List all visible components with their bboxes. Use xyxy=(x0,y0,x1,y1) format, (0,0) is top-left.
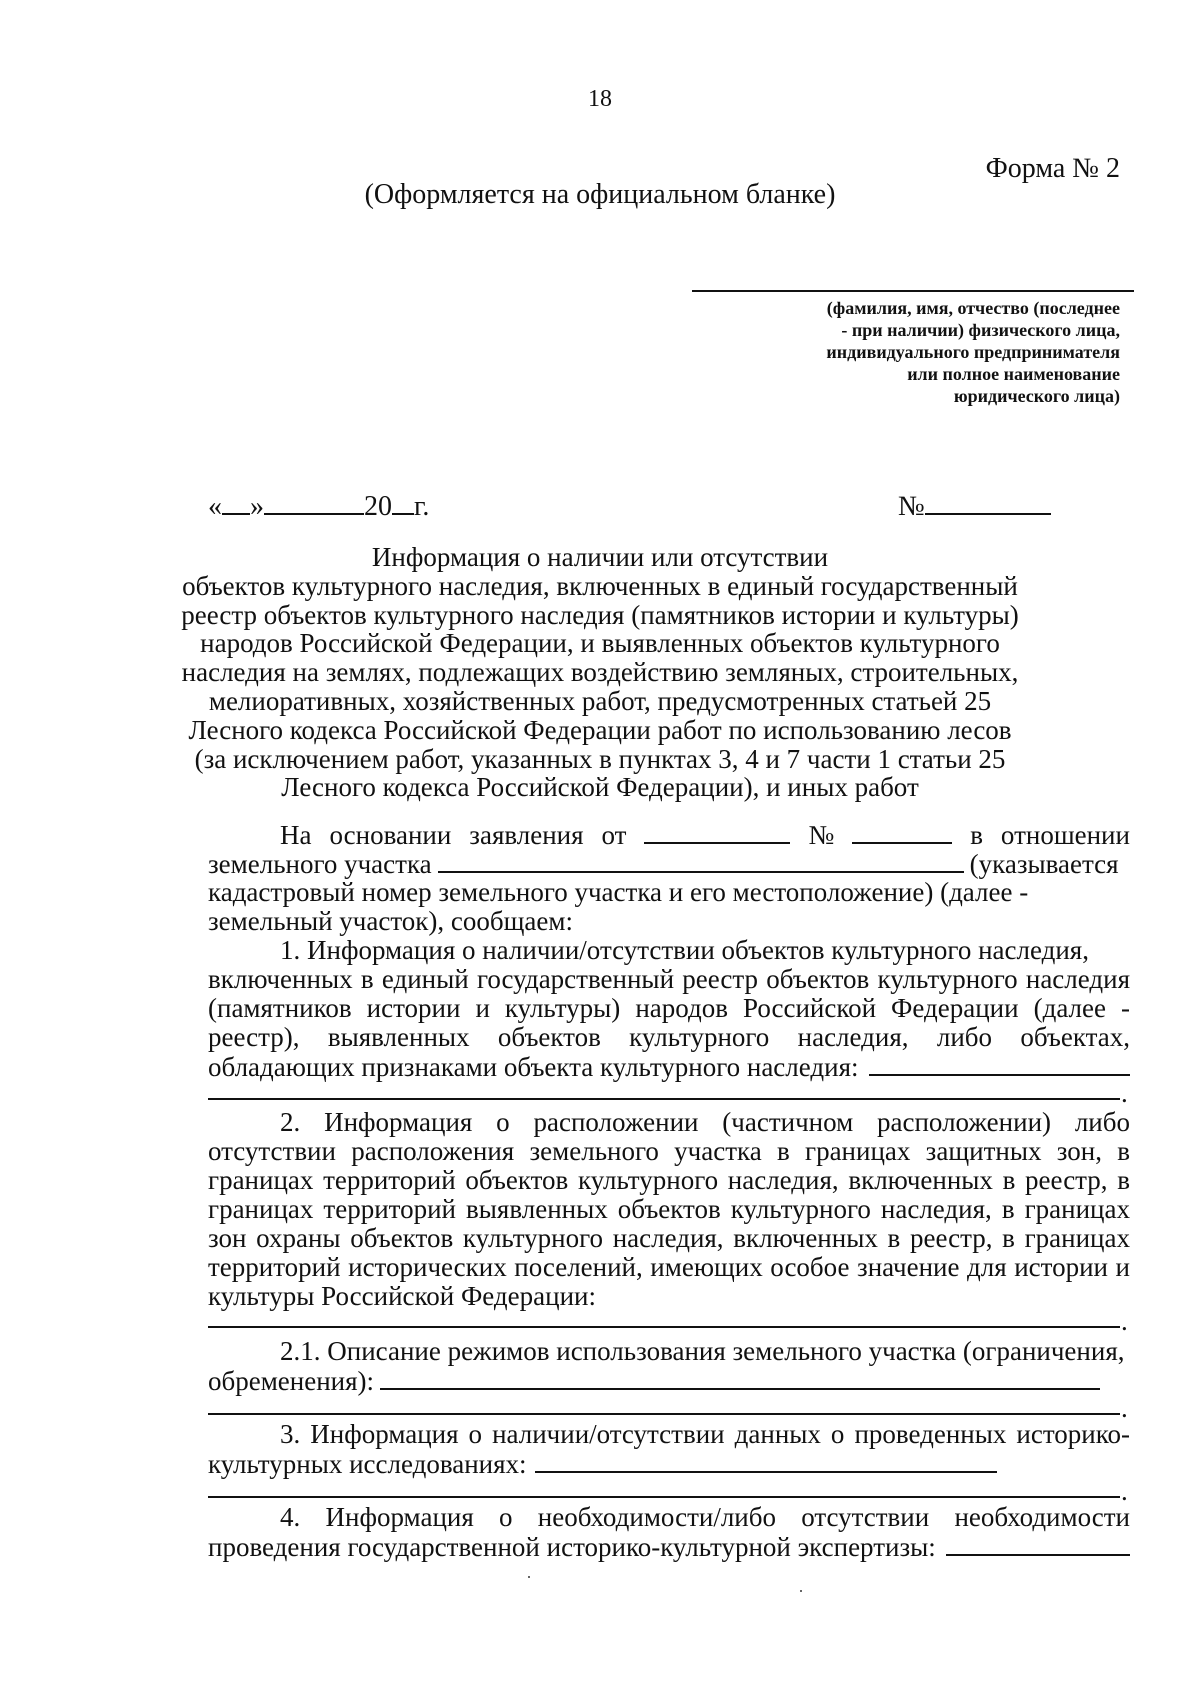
recipient-name-field[interactable] xyxy=(692,290,1134,292)
title-line: народов Российской Федерации, и выявленных объектов культурного xyxy=(200,628,1000,659)
title-line: объектов культурного наследия, включенных в единый государственный xyxy=(182,570,1018,601)
date-line xyxy=(208,491,429,523)
month-field[interactable] xyxy=(264,491,364,515)
section2-end-period: . xyxy=(1121,1306,1128,1336)
intro-line-1 xyxy=(280,820,1130,850)
section3-line-1: 3. Информация о наличии/отсутствии данных о проведенных историко- xyxy=(280,1419,1130,1449)
title-line: Информация о наличии или отсутствии xyxy=(371,542,829,572)
section4-line-1: 4. Информация о необходимости/либо отсутствии необходимости xyxy=(280,1502,1130,1532)
intro-word: отношении xyxy=(1000,820,1130,850)
intro-line-3: кадастровый номер земельного участка и его местоположение) (далее - xyxy=(208,877,1029,907)
official-blank-note: (Оформляется на официальном бланке) xyxy=(364,179,836,210)
recipient-caption-line: - при наличии) физического лица, xyxy=(841,320,1120,340)
section21-end-period: . xyxy=(1121,1393,1128,1423)
recipient-caption-line: индивидуального предпринимателя xyxy=(826,342,1120,362)
application-date-field[interactable] xyxy=(644,820,790,844)
recipient-caption-line: юридического лица) xyxy=(953,386,1120,406)
section3-end-period: . xyxy=(1121,1476,1128,1506)
number-sign: № xyxy=(898,491,925,522)
intro-word: основании xyxy=(329,820,452,850)
section1-line: реестр), выявленных объектов культурного наследия, либо объектах, xyxy=(208,1022,1130,1052)
section21-line-1: 2.1. Описание режимов использования земельного участка (ограничения, xyxy=(280,1336,1125,1366)
section2-line: отсутствии расположения земельного участка в границах защитных зон, в xyxy=(208,1136,1130,1166)
section2-line: границах территорий объектов культурного наследия, включенных в реестр, в xyxy=(208,1165,1130,1195)
land-plot-label: земельного участка xyxy=(208,849,432,879)
section1-line: 1. Информация о наличии/отсутствии объектов культурного наследия, xyxy=(280,935,1089,965)
section2-line: территорий исторических поселений, имеющих особое значение для истории и xyxy=(208,1252,1130,1282)
section4-line-2 xyxy=(208,1532,1130,1562)
section1-line: включенных в единый государственный реестр объектов культурного наследия xyxy=(208,964,1130,994)
document-number-line xyxy=(898,491,1051,523)
intro-line-4: земельный участок), сообщаем: xyxy=(208,906,573,936)
year-suffix: г. xyxy=(414,491,430,522)
close-quote: » xyxy=(250,491,264,522)
section1-last-label: обладающих признаками объекта культурного наследия: xyxy=(208,1052,859,1082)
land-plot-field[interactable] xyxy=(438,849,964,873)
section3-field-continuation[interactable] xyxy=(208,1496,1120,1498)
document-number-field[interactable] xyxy=(925,491,1051,515)
section2-line: границах территорий выявленных объектов культурного наследия, в границах xyxy=(208,1194,1130,1224)
section21-field[interactable] xyxy=(380,1366,1100,1390)
section1-end-period: . xyxy=(1121,1078,1128,1108)
section2-field[interactable] xyxy=(208,1326,1120,1328)
intro-word: № xyxy=(808,820,835,850)
page-number: 18 xyxy=(588,86,612,112)
title-line: реестр объектов культурного наследия (памятников истории и культуры) xyxy=(181,599,1019,630)
scan-speck xyxy=(800,1590,802,1592)
intro-word: в xyxy=(970,820,983,850)
section2-line: 2. Информация о расположении (частичном расположении) либо xyxy=(280,1107,1130,1137)
section4-label: проведения государственной историко-культурной экспертизы: xyxy=(208,1532,936,1562)
section3-label: культурных исследованиях: xyxy=(208,1449,527,1479)
intro-word: от xyxy=(601,820,627,850)
recipient-caption-line: (фамилия, имя, отчество (последнее xyxy=(826,298,1120,318)
year-prefix: 20 xyxy=(364,491,392,522)
title-line: (за исключением работ, указанных в пунктах 3, 4 и 7 части 1 статьи 25 xyxy=(194,743,1006,774)
open-quote: « xyxy=(208,491,222,522)
section1-line: (памятников истории и культуры) народов Российской Федерации (далее - xyxy=(208,993,1130,1023)
section3-line-2 xyxy=(208,1449,1130,1479)
intro-word: На xyxy=(280,820,312,850)
section21-field-continuation[interactable] xyxy=(208,1413,1120,1415)
section2-last: культуры Российской Федерации: xyxy=(208,1281,596,1311)
title-line: Лесного кодекса Российской Федерации работ по использованию лесов xyxy=(188,714,1012,745)
intro-word: заявления xyxy=(469,820,584,850)
document-title xyxy=(0,543,1200,802)
section4-field[interactable] xyxy=(946,1532,1130,1556)
recipient-caption-line: или полное наименование xyxy=(907,364,1120,384)
section1-field-continuation[interactable] xyxy=(208,1098,1120,1100)
section1-last xyxy=(208,1052,1130,1082)
section1-field[interactable] xyxy=(869,1052,1131,1076)
section21-label: обременения): xyxy=(208,1366,375,1396)
recipient-caption xyxy=(690,297,1120,407)
section21-line-2 xyxy=(208,1366,1130,1396)
section2-line: зон охраны объектов культурного наследия, включенных в реестр, в границах xyxy=(208,1223,1130,1253)
intro-line-2 xyxy=(208,849,1130,879)
title-line: Лесного кодекса Российской Федерации), и иных работ xyxy=(281,772,919,803)
scan-speck xyxy=(528,1576,530,1578)
day-field[interactable] xyxy=(222,491,250,515)
title-line: наследия на землях, подлежащих воздействию земляных, строительных, xyxy=(181,657,1019,688)
indicated-label: (указывается xyxy=(969,849,1119,879)
section3-field[interactable] xyxy=(535,1449,997,1473)
form-number: Форма № 2 xyxy=(985,153,1120,184)
year-field[interactable] xyxy=(392,491,414,515)
title-line: мелиоративных, хозяйственных работ, предусмотренных статьей 25 xyxy=(208,685,992,716)
application-number-field[interactable] xyxy=(852,820,952,844)
